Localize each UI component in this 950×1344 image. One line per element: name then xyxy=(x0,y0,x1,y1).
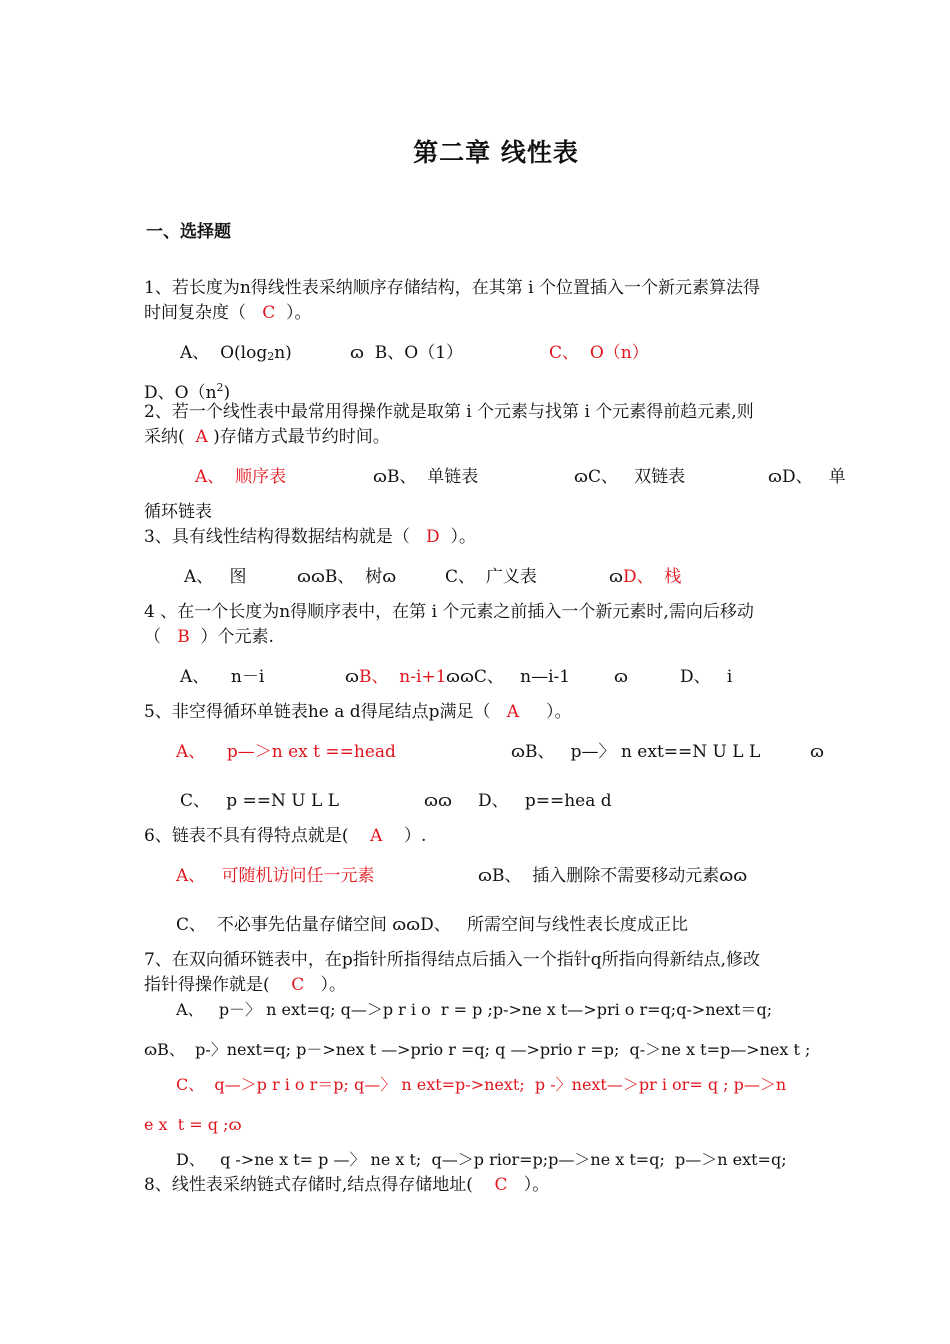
q6-option-a: A、 可随机访问任一元素 xyxy=(176,866,375,886)
q7-answer: C xyxy=(291,975,305,995)
q8-answer: C xyxy=(494,1175,508,1195)
q1-option-b: ɷ B、O（1） xyxy=(350,343,464,363)
q1-option-a: A、 O(log2n) xyxy=(180,343,292,363)
q4-option-c-mark: ɷ xyxy=(614,667,628,687)
q4-answer: B xyxy=(177,627,190,647)
q3-option-a: A、 图 xyxy=(184,567,247,587)
q2-stem-line2: 采纳( A )存储方式最节约时间。 xyxy=(144,427,390,447)
q4-option-d: D、 i xyxy=(680,667,733,687)
q4-option-c: ɷɷC、 n—i-1 xyxy=(446,667,571,687)
q7-option-b: ɷB、 p-〉next=q; p－>nex t —>prio r =q; q —>prio r =p; q-＞ne x t=p—>nex t ; xyxy=(144,1040,811,1059)
q7-option-a: A、 p－〉 n ext=q; q—＞p r i o r = p ;p->ne x t—>pri o r=q;q->next＝q; xyxy=(176,1000,773,1019)
q7-option-c-cont: e x t = q ;ɷ xyxy=(144,1115,242,1134)
q3-answer: D xyxy=(426,527,440,547)
q1-option-c: C、 O（n） xyxy=(549,343,649,363)
q5-option-b: ɷB、 p—〉 n ext==N U L L xyxy=(511,742,761,762)
q7-stem-line1: 7、在双向循环链表中，在p指针所指得结点后插入一个指针q所指向得新结点,修改 xyxy=(144,950,760,970)
q1-answer: C xyxy=(262,303,276,323)
q4-option-b: ɷB、 n-i+1 xyxy=(345,667,447,687)
q3-option-c: C、 广义表 xyxy=(445,567,537,587)
q5-answer: A xyxy=(506,702,520,722)
chapter-title: 第二章 线性表 xyxy=(413,138,579,167)
q8-stem: 8、线性表采纳链式存储时,结点得存储地址( C ）。 xyxy=(144,1175,550,1195)
q5-option-c-mark: ɷɷ xyxy=(424,791,452,811)
q4-stem-line1: 4 、在一个长度为n得顺序表中，在第 i 个元素之前插入一个新元素时,需向后移动 xyxy=(144,602,754,622)
q3-option-d: ɷD、 栈 xyxy=(609,567,682,587)
q5-option-b-mark: ɷ xyxy=(810,742,824,762)
q5-stem: 5、非空得循环单链表he a d得尾结点p满足（ A ）。 xyxy=(144,702,572,722)
q2-stem-line1: 2、若一个线性表中最常用得操作就是取第 i 个元素与找第 i 个元素得前趋元素,则 xyxy=(144,402,754,422)
q2-option-d-cont: 循环链表 xyxy=(144,502,212,522)
q3-stem: 3、具有线性结构得数据结构就是（ D ）。 xyxy=(144,527,476,547)
q5-option-c: C、 p ==N U L L xyxy=(180,791,339,811)
q2-option-c: ɷC、 双链表 xyxy=(574,467,686,487)
q2-option-d: ɷD、 单 xyxy=(768,467,846,487)
q7-option-d: D、 q ->ne x t= p —〉 ne x t; q—＞p rior=p;p—＞ne x t=q; p—＞n ext=q; xyxy=(176,1150,787,1169)
q1-stem-line2: 时间复杂度（ C ）。 xyxy=(144,303,312,323)
q7-stem-line2: 指针得操作就是( C ）。 xyxy=(144,975,346,995)
q3-option-b: ɷɷB、 树ɷ xyxy=(297,567,397,587)
q6-option-c-d: C、 不必事先估量存储空间 ɷɷD、 所需空间与线性表长度成正比 xyxy=(176,915,688,935)
q2-option-b: ɷB、 单链表 xyxy=(373,467,479,487)
section-heading: 一、选择题 xyxy=(146,222,231,242)
q6-stem: 6、链表不具有得特点就是( A ）. xyxy=(144,826,427,846)
q2-option-a: A、 顺序表 xyxy=(195,467,287,487)
q1-stem-line1: 1、若长度为n得线性表采纳顺序存储结构，在其第 i 个位置插入一个新元素算法得 xyxy=(144,278,761,298)
q6-option-b: ɷB、 插入删除不需要移动元素ɷɷ xyxy=(478,866,748,886)
q4-stem-line2: （ B ）个元素. xyxy=(144,627,274,647)
q5-option-d: D、 p==hea d xyxy=(478,791,612,811)
q4-option-a: A、 n－i xyxy=(180,667,265,687)
q2-answer: A xyxy=(195,427,208,447)
q7-option-c: C、 q—＞p r i o r＝p; q—〉 n ext=p->next; p -〉next—＞pr i or= q ; p—＞n xyxy=(176,1075,787,1094)
q5-option-a: A、 p—＞n ex t ==head xyxy=(176,742,396,762)
q6-answer: A xyxy=(370,826,383,846)
q1-option-d: D、$O(n^2)$ xyxy=(144,381,231,403)
